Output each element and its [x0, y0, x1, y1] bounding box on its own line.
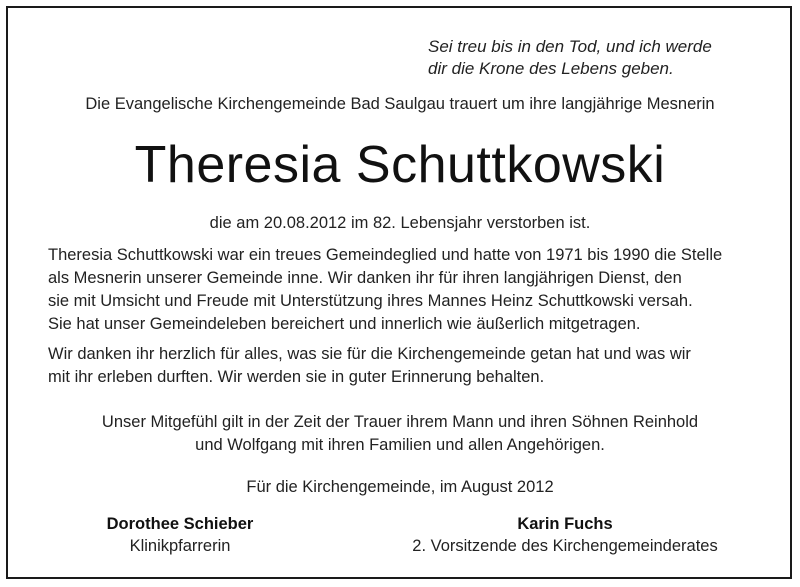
paragraph-line: Wir danken ihr herzlich für alles, was sie für die Kirchengemeinde getan hat und was wir [48, 345, 691, 363]
paragraph-line: Sie hat unser Gemeindeleben bereichert und innerlich wie äußerlich mitgetragen. [48, 315, 641, 333]
verse-line: Sei treu bis in den Tod, und ich werde [428, 37, 712, 56]
paragraph-line: mit ihr erleben durften. Wir werden sie in guter Erinnerung behalten. [48, 368, 545, 386]
paragraph-line: Theresia Schuttkowski war ein treues Gemeindeglied und hatte von 1971 bis 1990 die Stelle [48, 246, 723, 264]
paragraph-line: Unser Mitgefühl gilt in der Zeit der Trauer ihrem Mann und ihren Söhnen Reinhold [101, 413, 699, 431]
signatory-role: Klinikpfarrerin [129, 537, 231, 555]
death-date-line: die am 20.08.2012 im 82. Lebensjahr verstorben ist. [209, 214, 591, 232]
deceased-name: Theresia Schuttkowski [134, 136, 666, 194]
tribute-paragraph [48, 244, 756, 336]
verse-line: dir die Krone des Lebens geben. [428, 59, 674, 78]
condolence-paragraph [0, 411, 800, 457]
thanks-paragraph [48, 343, 756, 389]
signatory-left [90, 513, 270, 557]
signatory-name: Dorothee Schieber [106, 515, 254, 533]
signatory-name: Karin Fuchs [517, 515, 613, 533]
signatory-role: 2. Vorsitzende des Kirchengemeinderates [412, 537, 718, 555]
signatory-right [385, 513, 745, 557]
paragraph-line: sie mit Umsicht und Freude mit Unterstützung ihres Mannes Heinz Schuttkowski versah. [48, 292, 693, 310]
bible-verse [428, 36, 768, 80]
paragraph-line: und Wolfgang mit ihren Familien und allen Angehörigen. [195, 436, 605, 454]
intro-line: Die Evangelische Kirchengemeinde Bad Saulgau trauert um ihre langjährige Mesnerin [85, 95, 715, 113]
paragraph-line: als Mesnerin unserer Gemeinde inne. Wir danken ihr für ihren langjährigen Dienst, den [48, 269, 682, 287]
signoff-line: Für die Kirchengemeinde, im August 2012 [246, 478, 554, 496]
